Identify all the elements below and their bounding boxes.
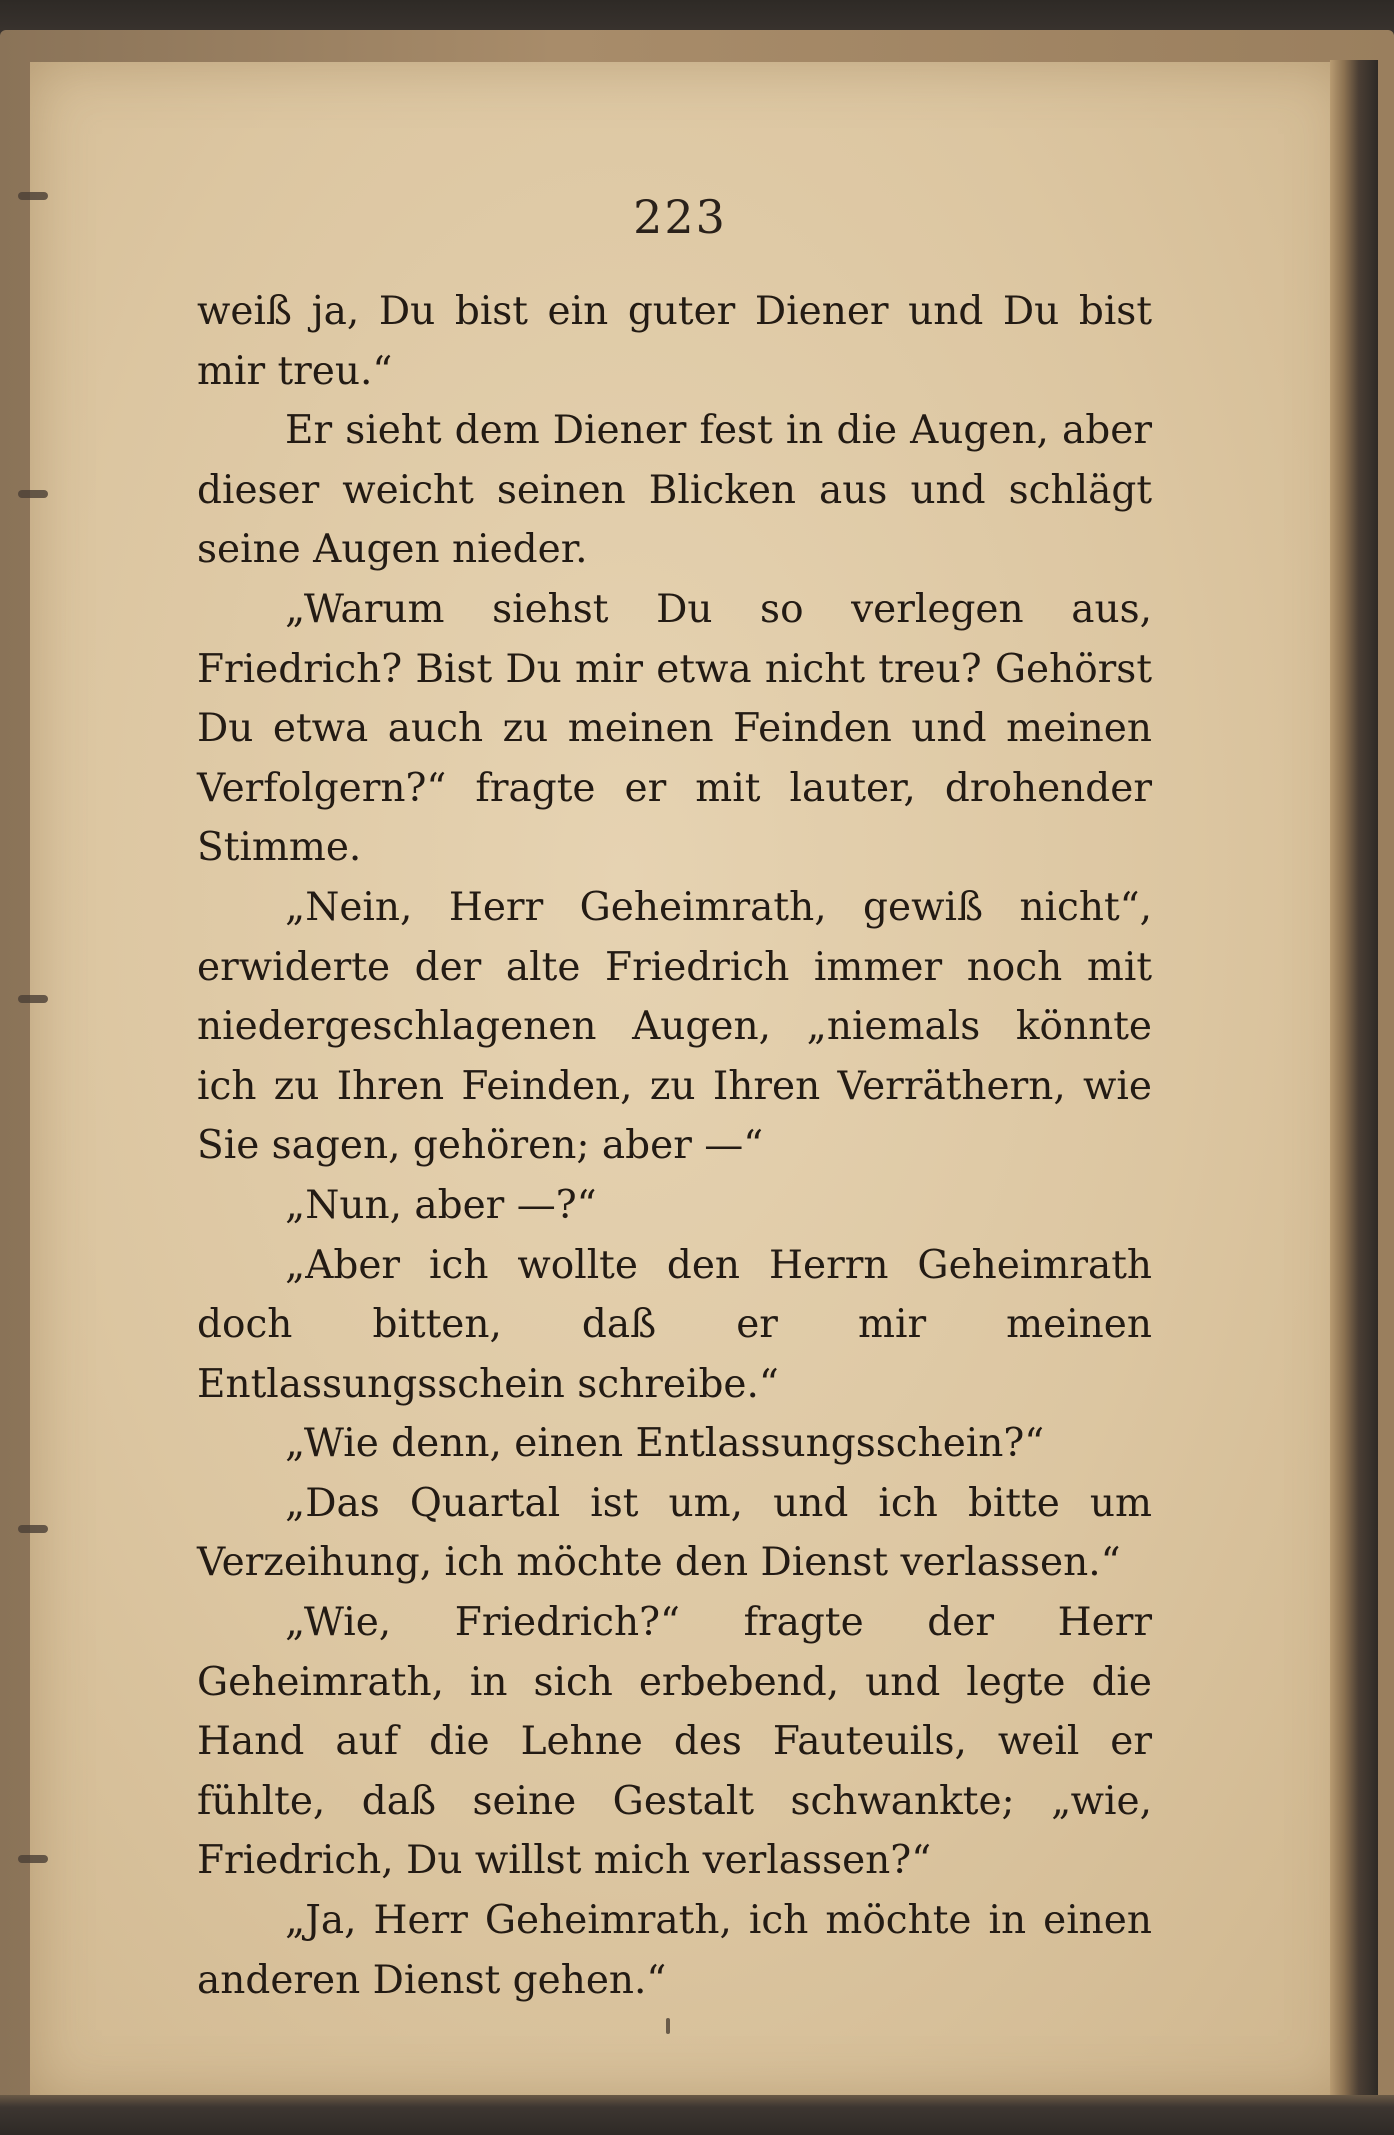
- paragraph: weiß ja, Du bist ein guter Diener und Du bist mir treu.“: [197, 289, 1152, 394]
- page-stack-edge: [1330, 60, 1378, 2105]
- binding-stitch-mark: [18, 995, 48, 1003]
- body-text: [197, 282, 1152, 2010]
- ink-speck: [666, 2018, 670, 2034]
- paragraph: „Nein, Herr Geheimrath, gewiß nicht“, erwiderte der alte Friedrich immer noch mit niedergeschlagenen Augen, „niemals könnte ich zu Ihren Feinden, zu Ihren Verräthern, wie Sie sagen, gehören; aber —“: [197, 884, 1152, 1169]
- page-number: 223: [633, 190, 727, 244]
- paragraph: „Nun, aber —?“: [285, 1182, 597, 1228]
- paragraph: „Aber ich wollte den Herrn Geheimrath doch bitten, daß er mir meinen Entlassungsschein schreibe.“: [197, 1242, 1152, 1407]
- binding-stitch-mark: [18, 490, 48, 498]
- binding-stitch-mark: [18, 1525, 48, 1533]
- paragraph: Er sieht dem Diener fest in die Augen, aber dieser weicht seinen Blicken aus und schlägt seine Augen nieder.: [197, 408, 1152, 573]
- binding-stitch-mark: [18, 1855, 48, 1863]
- paragraph: „Warum siehst Du so verlegen aus, Friedrich? Bist Du mir etwa nicht treu? Gehörst Du etwa auch zu meinen Feinden und meinen Verfolgern?“ fragte er mit lauter, drohender Stimme.: [197, 586, 1152, 871]
- scan-bottom-border: [0, 2095, 1394, 2135]
- paragraph: „Das Quartal ist um, und ich bitte um Verzeihung, ich möchte den Dienst verlassen.“: [197, 1480, 1152, 1586]
- paragraph: „Ja, Herr Geheimrath, ich möchte in einen anderen Dienst gehen.“: [197, 1898, 1152, 2003]
- paragraph: „Wie denn, einen Entlassungsschein?“: [285, 1421, 1045, 1467]
- paragraph: „Wie, Friedrich?“ fragte der Herr Geheimrath, in sich erbebend, und legte die Hand auf die Lehne des Fauteuils, weil er fühlte, daß seine Gestalt schwankte; „wie, Friedrich, Du willst mich verlassen?“: [197, 1600, 1152, 1884]
